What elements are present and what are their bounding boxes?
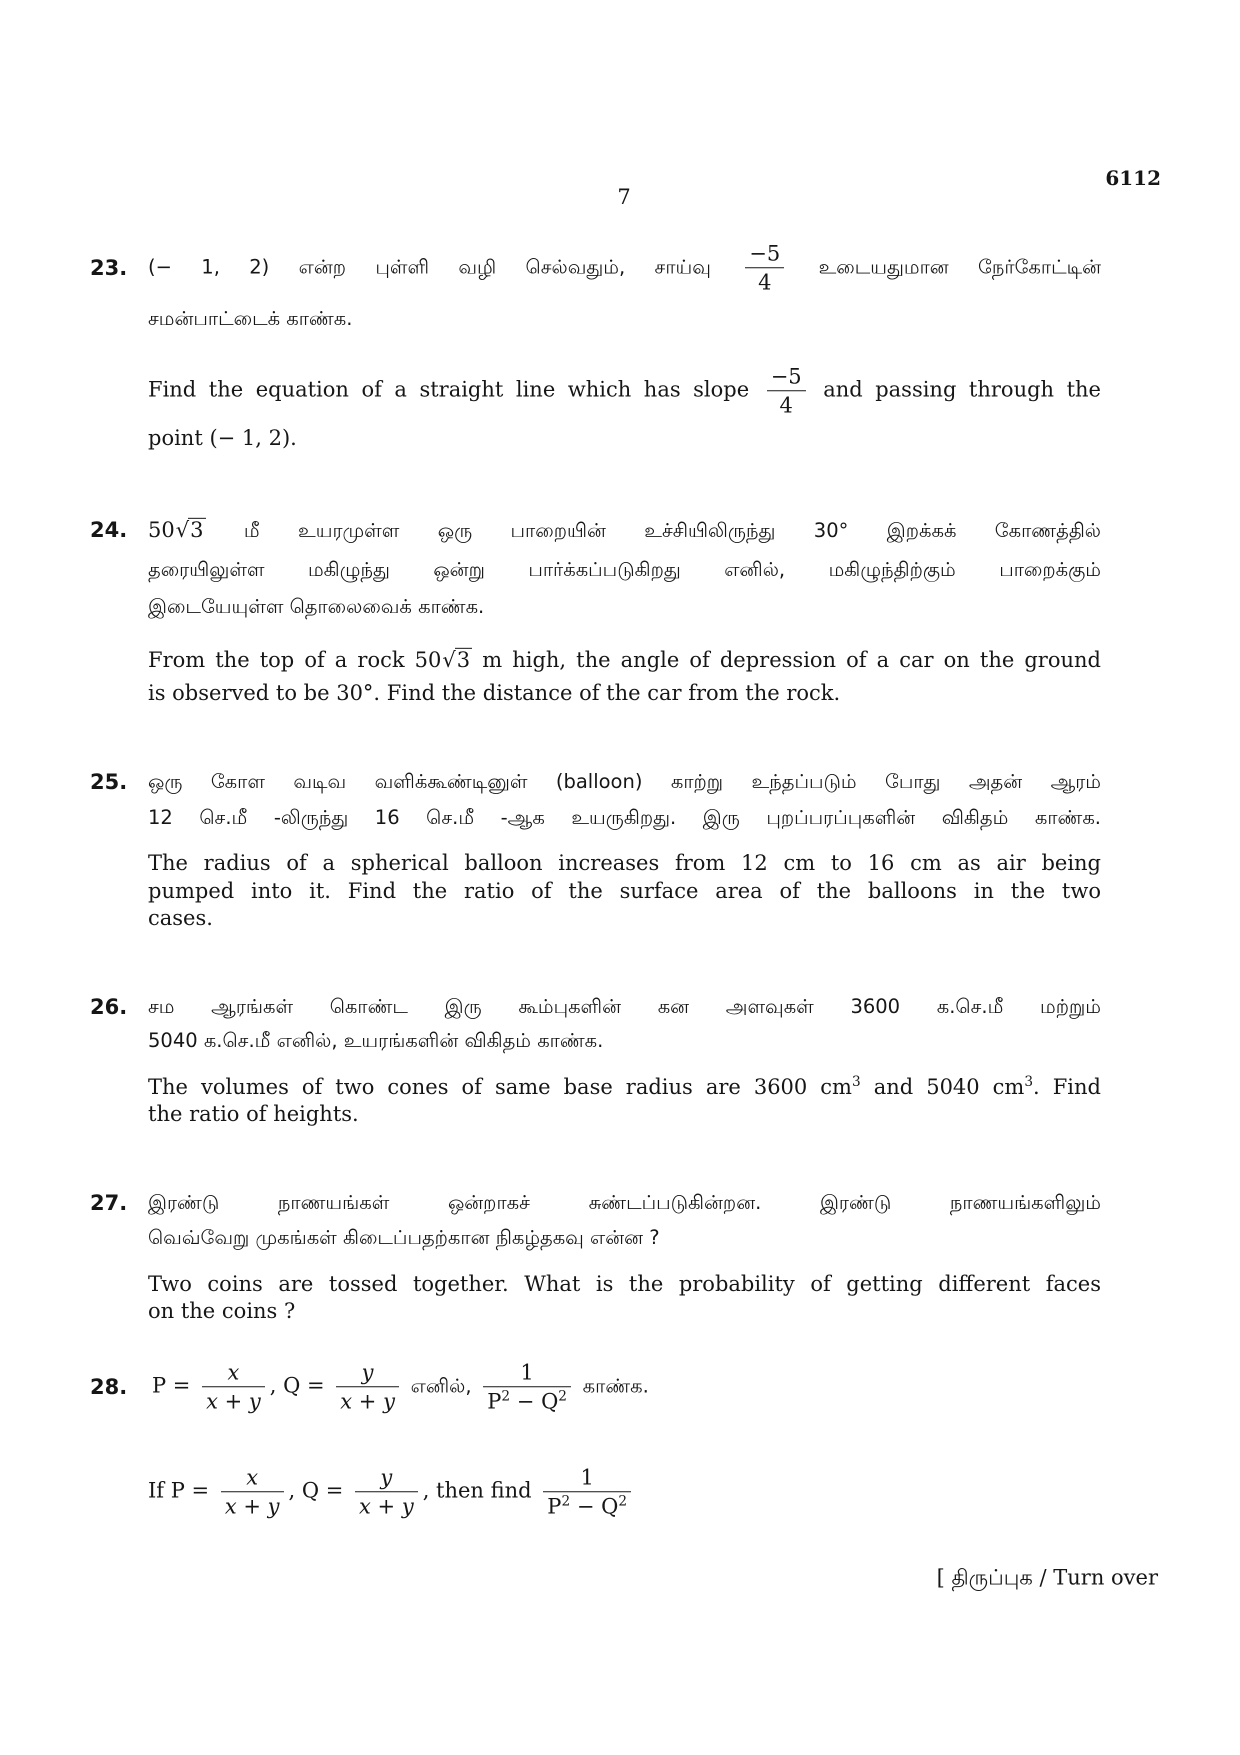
question-24-tamil-line-3: இடையேயுள்ள தொலைவைக் காண்க. bbox=[148, 594, 485, 618]
fraction-numerator: −5 bbox=[767, 363, 806, 391]
question-24-tamil-line-1 bbox=[148, 516, 1101, 544]
fraction-numerator: 1 bbox=[483, 1359, 571, 1387]
fraction-denominator: x + y bbox=[359, 1494, 414, 1519]
question-25-english-line-2: pumped into it. Find the ratio of the surface area of the balloons in the two bbox=[148, 878, 1101, 903]
question-24-tamil-line-2: தரையிலுள்ள மகிழுந்து ஒன்று பார்க்கப்படுகிறது எனில், மகிழுந்திற்கும் பாறைக்கும் bbox=[148, 557, 1101, 581]
text-segment: (− 1, 2) என்ற புள்ளி வழி செல்வதும், சாய்வு bbox=[148, 255, 711, 279]
fraction-numerator: x bbox=[221, 1464, 284, 1492]
question-28-number: 28. bbox=[90, 1375, 128, 1399]
cube-exponent: 3 bbox=[851, 1073, 861, 1090]
target-fraction bbox=[483, 1359, 571, 1415]
text-segment: மீ உயரமுள்ள ஒரு பாறையின் உச்சியிலிருந்து 30° இறக்கக் கோணத்தில் bbox=[243, 518, 1101, 542]
question-23-english-line-2: point (− 1, 2). bbox=[148, 425, 297, 450]
minus-sign: − bbox=[576, 1494, 595, 1519]
text-segment: From the top of a rock bbox=[148, 647, 405, 672]
fraction-numerator: −5 bbox=[745, 240, 784, 268]
fraction-denominator: x + y bbox=[206, 1389, 261, 1414]
question-25-tamil-line-1: ஒரு கோள வடிவ வளிக்கூண்டினுள் (balloon) காற்று உந்தப்படும் போது அதன் ஆரம் bbox=[148, 769, 1101, 793]
question-23-english-line-1 bbox=[148, 363, 1101, 419]
text-segment: Find the equation of a straight line which has slope bbox=[148, 377, 750, 402]
question-27-tamil-line-2: வெவ்வேறு முகங்கள் கிடைப்பதற்கான நிகழ்தகவு என்ன ? bbox=[148, 1225, 660, 1249]
text-segment: The volumes of two cones of same base radius are 3600 cm bbox=[148, 1074, 852, 1099]
question-24-english-line-1 bbox=[148, 646, 1101, 674]
text-segment: m high, the angle of depression of a car on the ground bbox=[482, 647, 1101, 672]
text-segment: and passing through the bbox=[823, 377, 1101, 402]
text-segment: and 5040 cm bbox=[873, 1074, 1025, 1099]
radical-sign: √ bbox=[442, 647, 456, 672]
sqrt-coefficient: 50 bbox=[414, 647, 442, 672]
question-25-english-line-3: cases. bbox=[148, 905, 213, 930]
fraction-numerator: x bbox=[202, 1359, 265, 1387]
slope-fraction bbox=[745, 240, 784, 296]
radical-sign: √ bbox=[175, 517, 190, 542]
fraction-denominator: x + y bbox=[340, 1389, 395, 1414]
question-27-english-line-1: Two coins are tossed together. What is the probability of getting different faces bbox=[148, 1271, 1101, 1296]
cube-exponent: 3 bbox=[1024, 1073, 1034, 1090]
question-23-number: 23. bbox=[90, 256, 128, 280]
fraction-denominator: 4 bbox=[779, 393, 793, 418]
q-label: , Q = bbox=[288, 1478, 344, 1503]
question-24-number: 24. bbox=[90, 518, 128, 542]
q-symbol: Q bbox=[541, 1389, 559, 1414]
sqrt-radicand: 3 bbox=[456, 647, 471, 672]
condition-text: எனில், bbox=[410, 1374, 472, 1398]
question-23-tamil-line-2: சமன்பாட்டைக் காண்க. bbox=[148, 306, 353, 330]
p-symbol: P bbox=[487, 1389, 502, 1414]
fraction-numerator: 1 bbox=[543, 1464, 631, 1492]
question-27-number: 27. bbox=[90, 1191, 128, 1215]
fraction-denominator: x + y bbox=[224, 1494, 280, 1519]
question-26-english-line-1 bbox=[148, 1073, 1101, 1101]
question-26-tamil-line-1: சம ஆரங்கள் கொண்ட இரு கூம்புகளின் கன அளவுகள் 3600 க.செ.மீ மற்றும் bbox=[148, 994, 1101, 1018]
fifty-root-three bbox=[148, 518, 206, 542]
text-segment: உடையதுமான நேர்கோட்டின் bbox=[818, 255, 1102, 279]
square-exponent: 2 bbox=[618, 1493, 628, 1510]
question-24-english-line-2: is observed to be 30°. Find the distance of the car from the rock. bbox=[148, 680, 841, 705]
p-fraction bbox=[221, 1464, 284, 1520]
q-fraction bbox=[336, 1359, 399, 1415]
fraction-denominator bbox=[543, 1493, 631, 1520]
slope-fraction bbox=[767, 363, 806, 419]
square-exponent: 2 bbox=[558, 1388, 567, 1405]
question-28-english-line bbox=[148, 1464, 1101, 1520]
instruction-text: காண்க. bbox=[582, 1374, 649, 1398]
minus-sign: − bbox=[516, 1389, 535, 1414]
q-label: , Q = bbox=[269, 1373, 325, 1398]
page-number: 7 bbox=[617, 185, 631, 209]
paper-code: 6112 bbox=[1105, 166, 1161, 190]
question-23-tamil-line-1 bbox=[148, 240, 1101, 296]
p-label: P = bbox=[152, 1373, 191, 1398]
then-text: , then find bbox=[422, 1478, 532, 1503]
question-28-tamil-line bbox=[148, 1359, 1105, 1415]
fifty-root-three bbox=[415, 648, 473, 672]
fraction-denominator: 4 bbox=[758, 270, 772, 295]
question-26-tamil-line-2: 5040 க.செ.மீ எனில், உயரங்களின் விகிதம் காண்க. bbox=[148, 1028, 604, 1052]
target-fraction bbox=[543, 1464, 631, 1520]
p-fraction bbox=[202, 1359, 265, 1415]
question-26-english-line-2: the ratio of heights. bbox=[148, 1101, 359, 1126]
text-segment: . Find bbox=[1033, 1074, 1101, 1099]
question-27-tamil-line-1: இரண்டு நாணயங்கள் ஒன்றாகச் சுண்டப்படுகின்றன. இரண்டு நாணயங்களிலும் bbox=[148, 1190, 1101, 1214]
square-exponent: 2 bbox=[561, 1493, 571, 1510]
square-exponent: 2 bbox=[501, 1388, 511, 1405]
question-25-tamil-line-2: 12 செ.மீ -லிருந்து 16 செ.மீ -ஆக உயருகிறது. இரு புறப்பரப்புகளின் விகிதம் காண்க. bbox=[148, 805, 1101, 829]
question-25-number: 25. bbox=[90, 770, 128, 794]
question-27-english-line-2: on the coins ? bbox=[148, 1298, 296, 1323]
sqrt-coefficient: 50 bbox=[148, 517, 175, 542]
fraction-numerator: y bbox=[336, 1359, 399, 1387]
q-fraction bbox=[355, 1464, 418, 1520]
question-26-number: 26. bbox=[90, 995, 128, 1019]
question-25-english-line-1: The radius of a spherical balloon increases from 12 cm to 16 cm as air being bbox=[148, 850, 1101, 875]
fraction-denominator bbox=[483, 1388, 571, 1415]
turn-over-note: [ திருப்புக / Turn over bbox=[936, 1565, 1158, 1590]
sqrt-radicand: 3 bbox=[190, 517, 204, 542]
p-label: If P = bbox=[148, 1478, 210, 1503]
p-symbol: P bbox=[547, 1494, 562, 1519]
fraction-numerator: y bbox=[355, 1464, 418, 1492]
q-symbol: Q bbox=[601, 1494, 619, 1519]
